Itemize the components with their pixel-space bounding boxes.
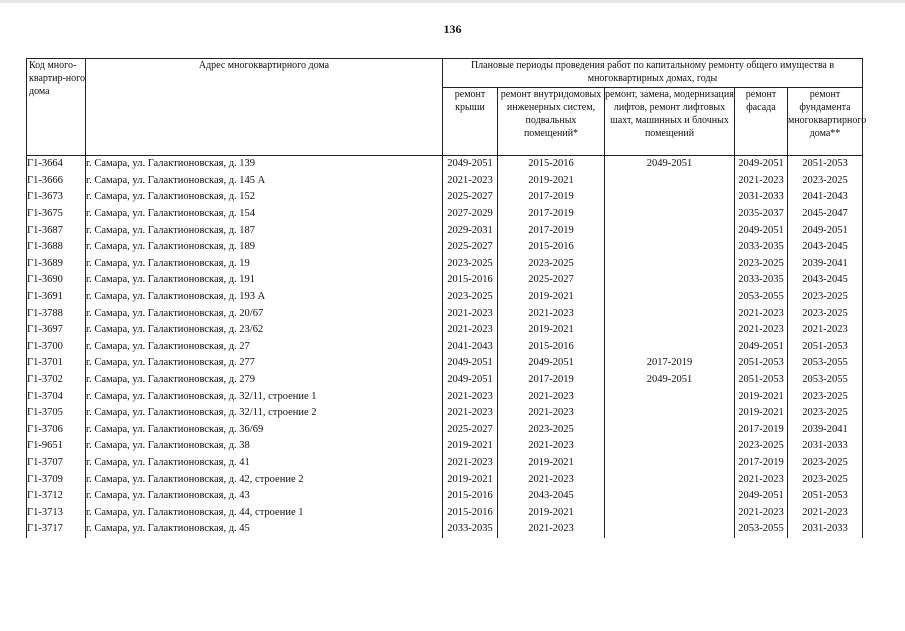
cell-internal: 2021-2023 xyxy=(498,438,605,455)
cell-roof: 2021-2023 xyxy=(443,322,498,339)
table-row xyxy=(27,521,863,538)
cell-address: г. Самара, ул. Галактионовская, д. 152 xyxy=(86,189,443,206)
cell-roof: 2021-2023 xyxy=(443,388,498,405)
cell-internal: 2017-2019 xyxy=(498,372,605,389)
cell-address: г. Самара, ул. Галактионовская, д. 43 xyxy=(86,488,443,505)
table-row xyxy=(27,488,863,505)
cell-address: г. Самара, ул. Галактионовская, д. 41 xyxy=(86,455,443,472)
cell-lifts xyxy=(605,488,735,505)
header-internal: ремонт внутридомовых инженерных систем, подвальных помещений* xyxy=(498,88,605,156)
cell-address: г. Самара, ул. Галактионовская, д. 27 xyxy=(86,339,443,356)
cell-address: г. Самара, ул. Галактионовская, д. 23/62 xyxy=(86,322,443,339)
header-roof: ремонт крыши xyxy=(443,88,498,156)
cell-address: г. Самара, ул. Галактионовская, д. 42, строение 2 xyxy=(86,471,443,488)
cell-facade: 2023-2025 xyxy=(735,256,788,273)
cell-internal: 2015-2016 xyxy=(498,239,605,256)
cell-roof: 2019-2021 xyxy=(443,438,498,455)
cell-foundation: 2023-2025 xyxy=(788,405,863,422)
table-row xyxy=(27,305,863,322)
cell-internal: 2021-2023 xyxy=(498,471,605,488)
cell-roof: 2049-2051 xyxy=(443,156,498,173)
cell-code: Г1-3707 xyxy=(27,455,86,472)
cell-address: г. Самара, ул. Галактионовская, д. 32/11, строение 2 xyxy=(86,405,443,422)
cell-roof: 2041-2043 xyxy=(443,339,498,356)
cell-foundation: 2043-2045 xyxy=(788,239,863,256)
cell-internal: 2015-2016 xyxy=(498,339,605,356)
cell-lifts xyxy=(605,256,735,273)
cell-roof: 2019-2021 xyxy=(443,471,498,488)
cell-foundation: 2045-2047 xyxy=(788,206,863,223)
cell-roof: 2025-2027 xyxy=(443,239,498,256)
cell-roof: 2021-2023 xyxy=(443,455,498,472)
cell-code: Г1-3664 xyxy=(27,156,86,173)
cell-facade: 2031-2033 xyxy=(735,189,788,206)
cell-roof: 2015-2016 xyxy=(443,488,498,505)
cell-lifts: 2017-2019 xyxy=(605,355,735,372)
cell-foundation: 2023-2025 xyxy=(788,388,863,405)
cell-facade: 2021-2023 xyxy=(735,173,788,190)
cell-code: Г1-3691 xyxy=(27,289,86,306)
cell-code: Г1-3702 xyxy=(27,372,86,389)
cell-address: г. Самара, ул. Галактионовская, д. 154 xyxy=(86,206,443,223)
cell-code: Г1-3675 xyxy=(27,206,86,223)
cell-address: г. Самара, ул. Галактионовская, д. 193 А xyxy=(86,289,443,306)
table-row xyxy=(27,239,863,256)
cell-roof: 2021-2023 xyxy=(443,305,498,322)
cell-roof: 2029-2031 xyxy=(443,222,498,239)
cell-address: г. Самара, ул. Галактионовская, д. 45 xyxy=(86,521,443,538)
cell-facade: 2053-2055 xyxy=(735,289,788,306)
cell-address: г. Самара, ул. Галактионовская, д. 279 xyxy=(86,372,443,389)
cell-foundation: 2051-2053 xyxy=(788,488,863,505)
table-row xyxy=(27,189,863,206)
cell-lifts xyxy=(605,322,735,339)
table-row xyxy=(27,272,863,289)
cell-facade: 2049-2051 xyxy=(735,156,788,173)
cell-facade: 2019-2021 xyxy=(735,405,788,422)
cell-address: г. Самара, ул. Галактионовская, д. 145 А xyxy=(86,173,443,190)
cell-internal: 2017-2019 xyxy=(498,206,605,223)
cell-internal: 2019-2021 xyxy=(498,455,605,472)
cell-foundation: 2053-2055 xyxy=(788,355,863,372)
table-row xyxy=(27,173,863,190)
table-row xyxy=(27,222,863,239)
cell-lifts xyxy=(605,289,735,306)
cell-internal: 2043-2045 xyxy=(498,488,605,505)
table-row xyxy=(27,455,863,472)
cell-facade: 2017-2019 xyxy=(735,422,788,439)
cell-internal: 2021-2023 xyxy=(498,405,605,422)
cell-foundation: 2043-2045 xyxy=(788,272,863,289)
cell-address: г. Самара, ул. Галактионовская, д. 189 xyxy=(86,239,443,256)
cell-address: г. Самара, ул. Галактионовская, д. 139 xyxy=(86,156,443,173)
cell-foundation: 2039-2041 xyxy=(788,256,863,273)
cell-lifts xyxy=(605,438,735,455)
cell-facade: 2023-2025 xyxy=(735,438,788,455)
cell-lifts: 2049-2051 xyxy=(605,156,735,173)
cell-lifts xyxy=(605,504,735,521)
cell-code: Г1-3690 xyxy=(27,272,86,289)
cell-address: г. Самара, ул. Галактионовская, д. 277 xyxy=(86,355,443,372)
cell-internal: 2019-2021 xyxy=(498,504,605,521)
cell-code: Г1-3712 xyxy=(27,488,86,505)
cell-roof: 2049-2051 xyxy=(443,355,498,372)
table-body xyxy=(27,156,863,538)
cell-facade: 2017-2019 xyxy=(735,455,788,472)
cell-lifts xyxy=(605,388,735,405)
cell-lifts xyxy=(605,173,735,190)
cell-roof: 2021-2023 xyxy=(443,173,498,190)
cell-facade: 2049-2051 xyxy=(735,222,788,239)
cell-roof: 2023-2025 xyxy=(443,289,498,306)
table-row xyxy=(27,206,863,223)
cell-code: Г1-3687 xyxy=(27,222,86,239)
cell-code: Г1-3701 xyxy=(27,355,86,372)
table-row xyxy=(27,405,863,422)
cell-address: г. Самара, ул. Галактионовская, д. 19 xyxy=(86,256,443,273)
cell-facade: 2021-2023 xyxy=(735,471,788,488)
cell-foundation: 2031-2033 xyxy=(788,438,863,455)
cell-lifts xyxy=(605,339,735,356)
cell-foundation: 2031-2033 xyxy=(788,521,863,538)
cell-facade: 2035-2037 xyxy=(735,206,788,223)
cell-internal: 2023-2025 xyxy=(498,422,605,439)
page-number: 136 xyxy=(443,22,462,36)
table-row xyxy=(27,339,863,356)
cell-address: г. Самара, ул. Галактионовская, д. 44, строение 1 xyxy=(86,504,443,521)
header-facade: ремонт фасада xyxy=(735,88,788,156)
cell-internal: 2019-2021 xyxy=(498,173,605,190)
cell-facade: 2051-2053 xyxy=(735,372,788,389)
cell-address: г. Самара, ул. Галактионовская, д. 191 xyxy=(86,272,443,289)
cell-foundation: 2039-2041 xyxy=(788,422,863,439)
cell-facade: 2049-2051 xyxy=(735,339,788,356)
header-periods: Плановые периоды проведения работ по капитальному ремонту общего имущества в многоквартирных домах, годы xyxy=(443,59,863,88)
cell-internal: 2021-2023 xyxy=(498,305,605,322)
cell-foundation: 2053-2055 xyxy=(788,372,863,389)
cell-code: Г1-3697 xyxy=(27,322,86,339)
cell-code: Г1-3688 xyxy=(27,239,86,256)
cell-facade: 2021-2023 xyxy=(735,504,788,521)
cell-foundation: 2023-2025 xyxy=(788,305,863,322)
cell-internal: 2017-2019 xyxy=(498,222,605,239)
table-row xyxy=(27,388,863,405)
cell-lifts: 2049-2051 xyxy=(605,372,735,389)
cell-lifts xyxy=(605,405,735,422)
cell-lifts xyxy=(605,521,735,538)
cell-foundation: 2049-2051 xyxy=(788,222,863,239)
cell-facade: 2033-2035 xyxy=(735,239,788,256)
cell-roof: 2025-2027 xyxy=(443,189,498,206)
cell-internal: 2017-2019 xyxy=(498,189,605,206)
cell-lifts xyxy=(605,189,735,206)
cell-code: Г1-9651 xyxy=(27,438,86,455)
cell-facade: 2053-2055 xyxy=(735,521,788,538)
scan-top-edge xyxy=(0,0,905,3)
table-row xyxy=(27,355,863,372)
cell-facade: 2049-2051 xyxy=(735,488,788,505)
cell-code: Г1-3700 xyxy=(27,339,86,356)
cell-code: Г1-3666 xyxy=(27,173,86,190)
cell-foundation: 2023-2025 xyxy=(788,455,863,472)
cell-foundation: 2041-2043 xyxy=(788,189,863,206)
table-row xyxy=(27,471,863,488)
cell-code: Г1-3717 xyxy=(27,521,86,538)
cell-lifts xyxy=(605,305,735,322)
cell-internal: 2021-2023 xyxy=(498,521,605,538)
cell-facade: 2019-2021 xyxy=(735,388,788,405)
cell-internal: 2019-2021 xyxy=(498,289,605,306)
table-row xyxy=(27,322,863,339)
cell-code: Г1-3704 xyxy=(27,388,86,405)
cell-lifts xyxy=(605,239,735,256)
cell-lifts xyxy=(605,206,735,223)
cell-lifts xyxy=(605,422,735,439)
cell-facade: 2021-2023 xyxy=(735,322,788,339)
cell-code: Г1-3705 xyxy=(27,405,86,422)
cell-internal: 2025-2027 xyxy=(498,272,605,289)
cell-lifts xyxy=(605,471,735,488)
header-code: Код много-квартир-ного дома xyxy=(27,59,86,156)
cell-foundation: 2021-2023 xyxy=(788,504,863,521)
cell-foundation: 2051-2053 xyxy=(788,156,863,173)
cell-foundation: 2051-2053 xyxy=(788,339,863,356)
cell-lifts xyxy=(605,455,735,472)
cell-foundation: 2023-2025 xyxy=(788,289,863,306)
cell-facade: 2021-2023 xyxy=(735,305,788,322)
cell-foundation: 2023-2025 xyxy=(788,173,863,190)
table-row xyxy=(27,156,863,173)
cell-code: Г1-3788 xyxy=(27,305,86,322)
cell-code: Г1-3709 xyxy=(27,471,86,488)
cell-facade: 2033-2035 xyxy=(735,272,788,289)
header-address: Адрес многоквартирного дома xyxy=(86,59,443,156)
cell-internal: 2049-2051 xyxy=(498,355,605,372)
cell-internal: 2023-2025 xyxy=(498,256,605,273)
cell-code: Г1-3713 xyxy=(27,504,86,521)
cell-internal: 2015-2016 xyxy=(498,156,605,173)
cell-foundation: 2021-2023 xyxy=(788,322,863,339)
table-row xyxy=(27,289,863,306)
cell-internal: 2019-2021 xyxy=(498,322,605,339)
capital-repair-table xyxy=(26,58,867,538)
cell-address: г. Самара, ул. Галактионовская, д. 32/11, строение 1 xyxy=(86,388,443,405)
cell-roof: 2025-2027 xyxy=(443,422,498,439)
header-foundation: ремонт фундамента многоквартирного дома** xyxy=(788,88,863,156)
cell-roof: 2015-2016 xyxy=(443,504,498,521)
cell-address: г. Самара, ул. Галактионовская, д. 187 xyxy=(86,222,443,239)
table-row xyxy=(27,422,863,439)
header-lifts: ремонт, замена, модернизация лифтов, ремонт лифтовых шахт, машинных и блочных помещений xyxy=(605,88,735,156)
cell-address: г. Самара, ул. Галактионовская, д. 38 xyxy=(86,438,443,455)
cell-roof: 2023-2025 xyxy=(443,256,498,273)
table-row xyxy=(27,504,863,521)
cell-address: г. Самара, ул. Галактионовская, д. 20/67 xyxy=(86,305,443,322)
cell-code: Г1-3689 xyxy=(27,256,86,273)
cell-facade: 2051-2053 xyxy=(735,355,788,372)
cell-code: Г1-3706 xyxy=(27,422,86,439)
cell-internal: 2021-2023 xyxy=(498,388,605,405)
cell-address: г. Самара, ул. Галактионовская, д. 36/69 xyxy=(86,422,443,439)
cell-roof: 2027-2029 xyxy=(443,206,498,223)
cell-foundation: 2023-2025 xyxy=(788,471,863,488)
cell-roof: 2015-2016 xyxy=(443,272,498,289)
cell-roof: 2033-2035 xyxy=(443,521,498,538)
cell-lifts xyxy=(605,222,735,239)
table-row xyxy=(27,256,863,273)
table-row xyxy=(27,372,863,389)
table-row xyxy=(27,438,863,455)
cell-code: Г1-3673 xyxy=(27,189,86,206)
cell-roof: 2049-2051 xyxy=(443,372,498,389)
cell-roof: 2021-2023 xyxy=(443,405,498,422)
cell-lifts xyxy=(605,272,735,289)
